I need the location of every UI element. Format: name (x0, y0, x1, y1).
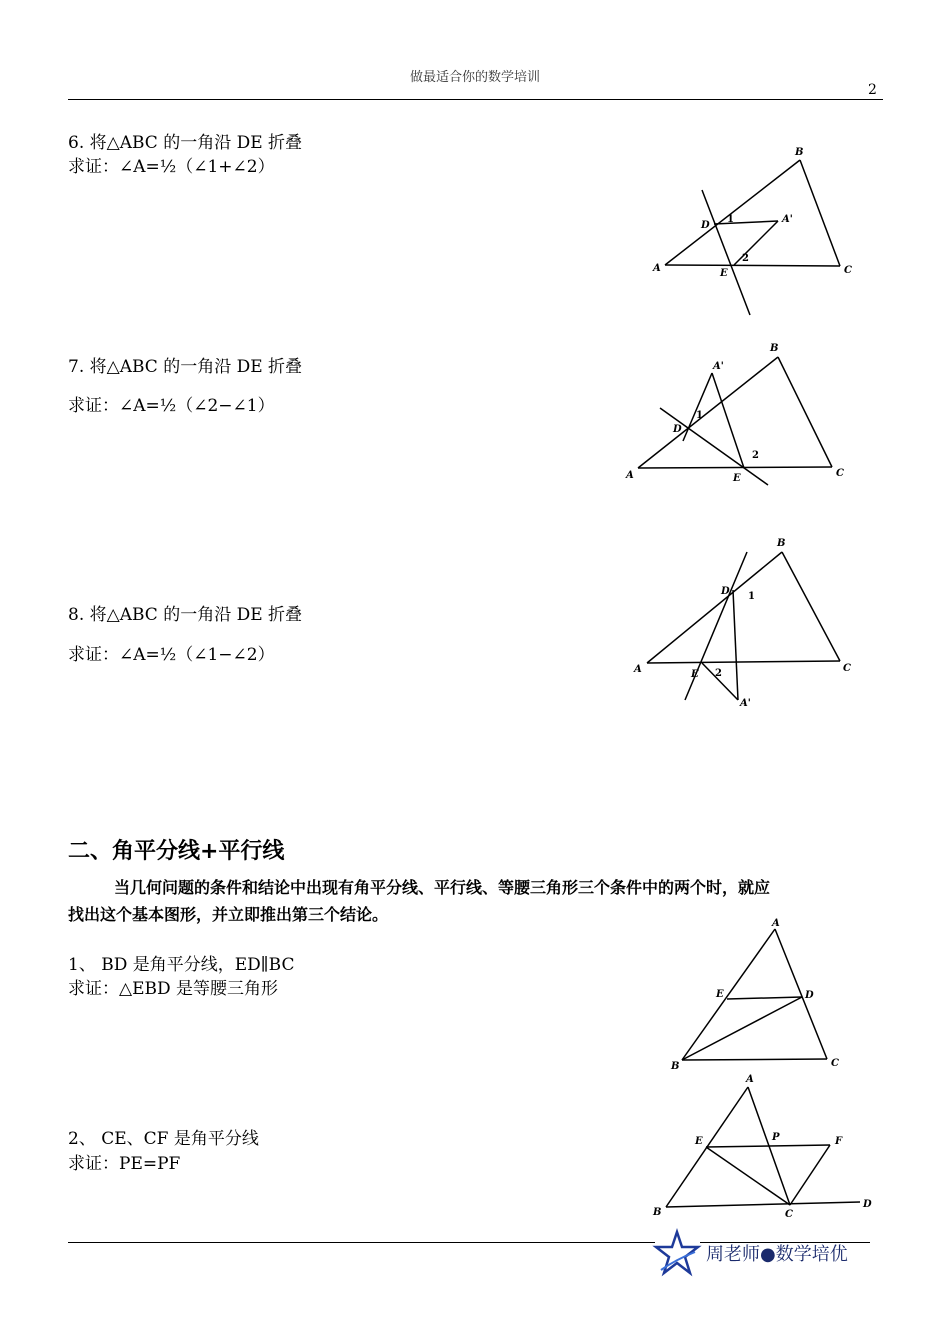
problem-7-proof: 求证：∠A=½（∠2−∠1） (68, 396, 275, 416)
problem-6-statement: 6. 将△ABC 的一角沿 DE 折叠 (68, 133, 303, 153)
label-a: A (634, 664, 642, 675)
bisector-cf (790, 1145, 830, 1205)
section-intro-line-1: 当几何问题的条件和结论中出现有角平分线、平行线、等腰三角形三个条件中的两个时，就应 (114, 878, 771, 897)
problem-2-statement: 2、 CE、CF 是角平分线 (68, 1129, 259, 1149)
problem-8-statement: 8. 将△ABC 的一角沿 DE 折叠 (68, 605, 303, 625)
figure-problem-2 (648, 1070, 878, 1225)
label-f: F (835, 1136, 843, 1147)
label-angle-2: 2 (742, 253, 749, 264)
label-a-prime: A' (713, 361, 724, 372)
label-a: A (653, 263, 661, 274)
figure-problem-8 (625, 530, 865, 715)
fold-line-de (660, 408, 768, 485)
label-b: B (653, 1207, 662, 1218)
label-e: E (691, 669, 699, 680)
label-b: B (671, 1061, 680, 1072)
header-rule (68, 99, 883, 100)
side-bc (782, 552, 840, 661)
star-logo-icon (655, 1230, 699, 1278)
label-d: D (673, 424, 682, 435)
side-bc (800, 160, 840, 266)
label-a: A (626, 470, 634, 481)
side-ac (638, 467, 832, 468)
problem-6-proof: 求证：∠A=½（∠1+∠2） (68, 157, 275, 177)
label-a-prime: A' (782, 214, 793, 225)
header-title: 做最适合你的数学培训 (409, 70, 540, 85)
label-angle-2: 2 (752, 450, 759, 461)
label-p: P (772, 1132, 780, 1143)
side-ab (647, 552, 782, 663)
label-c: C (844, 265, 852, 276)
label-angle-1: 1 (727, 214, 734, 225)
bisector-bd (682, 997, 802, 1060)
segment-ef (706, 1145, 830, 1147)
label-a: A (746, 1074, 754, 1085)
problem-1-proof: 求证：△EBD 是等腰三角形 (68, 979, 279, 999)
label-c: C (831, 1058, 839, 1069)
bisector-ce (706, 1147, 790, 1205)
side-bc (778, 357, 832, 467)
figure-problem-7 (620, 335, 870, 495)
label-e: E (733, 473, 741, 484)
label-e: E (695, 1136, 703, 1147)
segment-da-prime (733, 590, 738, 700)
label-angle-1: 1 (748, 591, 755, 602)
label-d: D (863, 1199, 872, 1210)
side-ac (775, 929, 827, 1059)
side-ab (665, 160, 800, 265)
label-angle-1: 1 (696, 410, 703, 421)
segment-ed (727, 997, 802, 999)
label-b: B (795, 147, 804, 158)
section-intro-line-2: 找出这个基本图形，并立即推出第三个结论。 (68, 905, 389, 924)
figure-problem-6 (640, 140, 880, 320)
label-a: A (772, 918, 780, 929)
label-b: B (770, 343, 779, 354)
label-d: D (721, 586, 730, 597)
label-b: B (777, 538, 786, 549)
problem-8-proof: 求证：∠A=½（∠1−∠2） (68, 645, 275, 665)
label-d: D (701, 220, 710, 231)
label-c: C (785, 1209, 793, 1220)
problem-2-proof: 求证：PE=PF (68, 1154, 181, 1174)
segment-ea-prime (734, 221, 778, 265)
label-e: E (720, 268, 728, 279)
segment-da-prime (714, 221, 778, 224)
section-heading: 二、角平分线+平行线 (68, 839, 285, 864)
footer-rule-left (68, 1242, 655, 1243)
side-ab (682, 929, 775, 1060)
label-angle-2: 2 (715, 668, 722, 679)
problem-7-statement: 7. 将△ABC 的一角沿 DE 折叠 (68, 357, 303, 377)
page-number: 2 (868, 82, 877, 98)
label-e: E (716, 989, 724, 1000)
side-bc (682, 1059, 827, 1060)
figure-problem-1 (665, 915, 855, 1075)
problem-1-statement: 1、 BD 是角平分线，ED∥BC (68, 955, 295, 975)
label-c: C (843, 663, 851, 674)
side-ac (647, 661, 840, 663)
side-bc-extended (666, 1202, 860, 1207)
label-a-prime: A' (740, 698, 751, 709)
footer-brand: 周老师●数学培优 (706, 1244, 848, 1265)
label-d: D (805, 990, 814, 1001)
side-ac (665, 265, 840, 266)
segment-da-prime (683, 373, 712, 441)
label-c: C (836, 468, 844, 479)
